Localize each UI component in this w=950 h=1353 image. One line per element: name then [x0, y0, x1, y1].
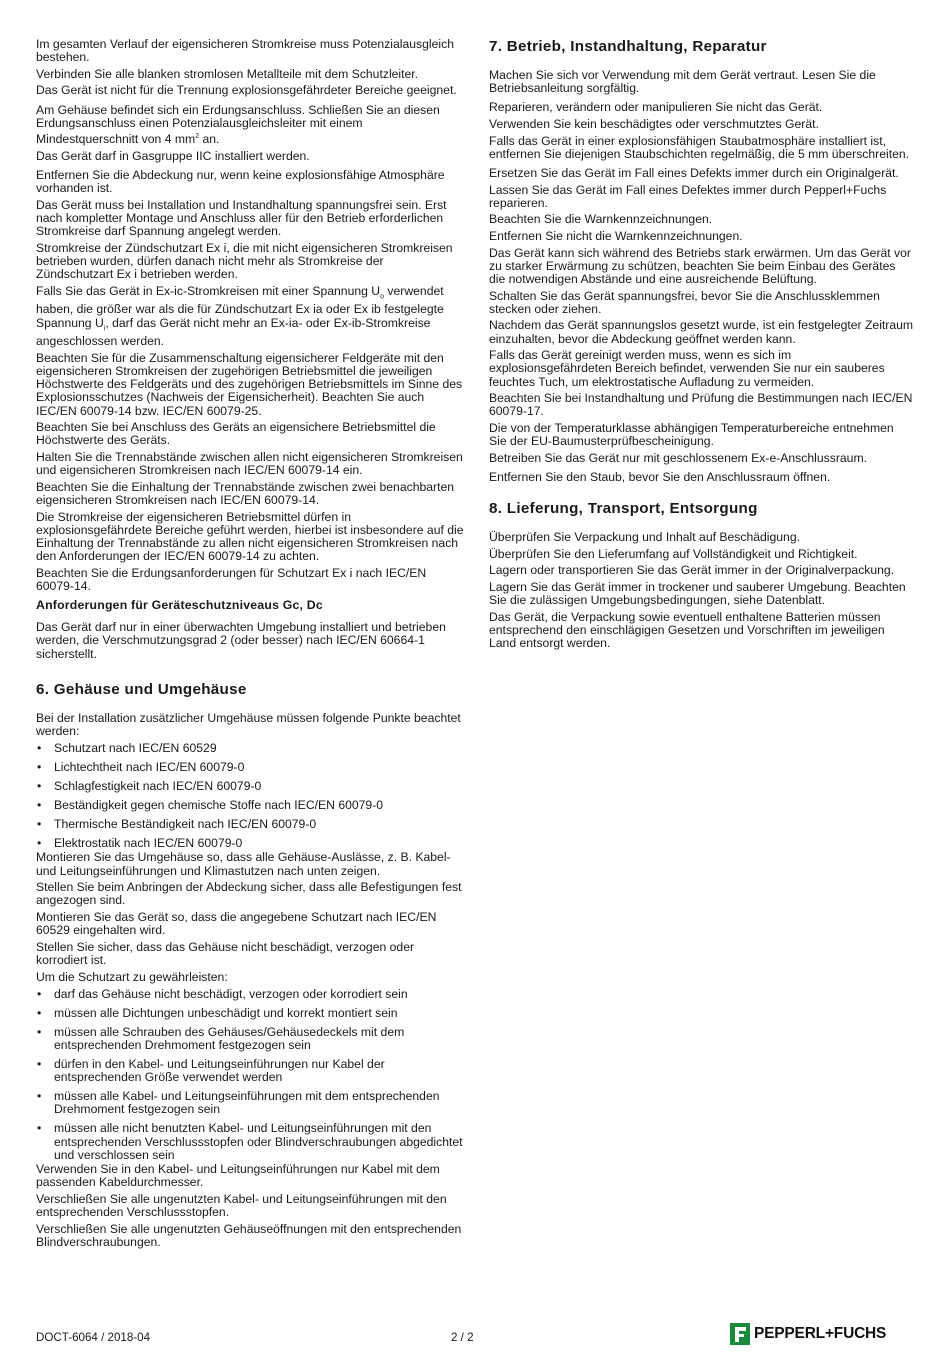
- list-item: • Schlagfestigkeit nach IEC/EN 60079-0: [36, 780, 464, 793]
- paragraph: Das Gerät kann sich während des Betriebs stark erwärmen. Um das Gerät vor zu starker Erwärmung zu schützen, beachten Sie beim Einbau des Gerätes die notwendigen Abstände und eine ausreichende Belüftung.: [489, 245, 911, 286]
- paragraph: Montieren Sie das Gerät so, dass die angegebene Schutzart nach IEC/EN 60529 eingehalten wird.: [36, 909, 437, 938]
- paragraph: Verwenden Sie kein beschädigtes oder verschmutztes Gerät.: [489, 117, 819, 131]
- paragraph-voltage: [36, 285, 464, 349]
- paragraph: Stromkreise der Zündschutzart Ex i, die mit nicht eigensicheren Stromkreisen betrieben wurden, dürfen danach nicht mehr als Stromkreise der Zündschutzart Ex i betrieben werden.: [36, 240, 453, 282]
- paragraph: Beachten Sie für die Zusammenschaltung eigensicherer Feldgeräte mit den eigensicheren Stromkreisen der zugehörigen Betriebsmittel die jeweiligen Höchstwerte des Feldgeräts und des zugehörigen Betriebsmittels im Sinne des Explosionsschutzes (Nachweis der Eigensicherheit). Beachten Sie auch IEC/EN 60079-14 bzw. IEC/EN 60079-25.: [36, 350, 463, 418]
- paragraph: Verschließen Sie alle ungenutzten Kabel- und Leitungseinführungen mit den entsprechenden Verschlussstopfen.: [36, 1191, 447, 1219]
- paragraph: Nachdem das Gerät spannungslos gesetzt wurde, ist ein festgelegter Zeitraum einzuhalten, bevor die Abdeckung geöffnet werden kann.: [489, 318, 914, 346]
- superscript: 2: [195, 133, 200, 140]
- section-heading-8: 8. Lieferung, Transport, Entsorgung: [489, 500, 758, 518]
- list-item: • müssen alle Kabel- und Leitungseinführungen mit dem entsprechenden Drehmoment festgezogen sein: [36, 1090, 464, 1116]
- paragraph: Beachten Sie die Warnkennzeichnungen.: [489, 212, 713, 227]
- list-item: • Beständigkeit gegen chemische Stoffe nach IEC/EN 60079-0: [36, 799, 464, 812]
- paragraph: Falls das Gerät in einer explosionsfähigen Staubatmosphäre installiert ist, entfernen Sie diejenigen Staubschichten regelmäßig, die 5 mm überschreiten.: [489, 133, 910, 161]
- subheading-gc-dc: Anforderungen für Geräteschutzniveaus Gc, Dc: [36, 598, 323, 613]
- list-item: • müssen alle Schrauben des Gehäuses/Gehäusedeckels mit dem entsprechenden Drehmoment festgezogen sein: [36, 1026, 464, 1052]
- paragraph: Entfernen Sie nicht die Warnkennzeichnungen.: [489, 228, 743, 243]
- paragraph: Die von der Temperaturklasse abhängigen Temperaturbereiche entnehmen Sie der EU-Baumusterprüfbescheinigung.: [489, 420, 894, 449]
- paragraph: Montieren Sie das Umgehäuse so, dass alle Gehäuse-Auslässe, z. B. Kabel- und Leitungseinführungen und Klimastutzen nach unten zeigen.: [36, 850, 451, 878]
- paragraph: Beachten Sie bei Instandhaltung und Prüfung die Bestimmungen nach IEC/EN 60079-17.: [489, 391, 913, 419]
- paragraph: Stellen Sie sicher, dass das Gehäuse nicht beschädigt, verzogen oder korrodiert ist.: [36, 939, 415, 967]
- paragraph: Die Stromkreise der eigensicheren Betriebsmittel dürfen in explosionsgefährdete Bereiche geführt werden, hierbei ist insbesondere auf die Einhaltung der Trennabstände zu allen nicht eigensicheren Stromkreisen nach den Anforderungen der IEC/EN 60079-14 zu achten.: [36, 509, 464, 564]
- text: , darf das Gerät nicht mehr an Ex-ia- oder Ex-ib-Stromkreise angeschlossen werden.: [36, 315, 431, 349]
- bullet-list-enclosure: [36, 742, 464, 850]
- paragraph: Reparieren, verändern oder manipulieren Sie nicht das Gerät.: [489, 100, 823, 115]
- section-heading-6: 6. Gehäuse und Umgehäuse: [36, 680, 247, 698]
- paragraph: Das Gerät darf nur in einer überwachten Umgebung installiert und betrieben werden, die Verschmutzungsgrad 2 (oder besser) nach IEC/EN 60664-1 sicherstellt.: [36, 620, 446, 661]
- paragraph: Lagern oder transportieren Sie das Gerät immer in der Originalverpackung.: [489, 563, 895, 578]
- text: Falls Sie das Gerät in Ex-ic-Stromkreisen mit einer Spannung U: [36, 283, 381, 298]
- list-item: • Lichtechtheit nach IEC/EN 60079-0: [36, 761, 464, 774]
- paragraph: Entfernen Sie den Staub, bevor Sie den Anschlussraum öffnen.: [489, 469, 831, 484]
- paragraph: Verschließen Sie alle ungenutzten Gehäuseöffnungen mit den entsprechenden Blindverschraubungen.: [36, 1221, 462, 1249]
- paragraph: Lassen Sie das Gerät im Fall eines Defektes immer durch Pepperl+Fuchs reparieren.: [489, 182, 887, 210]
- right-column: [489, 38, 914, 654]
- paragraph: Machen Sie sich vor Verwendung mit dem Gerät vertraut. Lesen Sie die Betriebsanleitung sorgfältig.: [489, 68, 876, 96]
- paragraph: Verwenden Sie in den Kabel- und Leitungseinführungen nur Kabel mit dem passenden Kabeldurchmesser.: [36, 1161, 440, 1190]
- text: verwendet haben, die größer war als die für Zündschutzart Ex ia oder Ex ib festgelegte Spannung U: [36, 283, 444, 330]
- paragraph: Verbinden Sie alle blanken stromlosen Metallteile mit dem Schutzleiter.: [36, 66, 419, 81]
- list-item: • müssen alle nicht benutzten Kabel- und Leitungseinführungen mit den entsprechenden Verschlussstopfen oder Blindverschraubungen abgedichtet und verschlossen sein: [36, 1122, 464, 1162]
- paragraph: Das Gerät, die Verpackung sowie eventuell enthaltene Batterien müssen entsprechend den einschlägigen Gesetzen und Vorschriften im jeweiligen Land entsorgt werden.: [489, 609, 885, 651]
- subscript: o: [380, 293, 385, 301]
- paragraph: Überprüfen Sie Verpackung und Inhalt auf Beschädigung.: [489, 530, 801, 545]
- paragraph: Beachten Sie die Erdungsanforderungen für Schutzart Ex i nach IEC/EN 60079-14.: [36, 565, 427, 593]
- paragraph: Schalten Sie das Gerät spannungsfrei, bevor Sie die Anschlussklemmen stecken oder ziehen.: [489, 288, 880, 316]
- list-item: • müssen alle Dichtungen unbeschädigt und korrekt montiert sein: [36, 1007, 464, 1020]
- paragraph: Falls das Gerät gereinigt werden muss, wenn es sich im explosionsgefährdeten Bereich befindet, verwenden Sie nur ein sauberes feuchtes Tuch, um elektrostatische Aufladung zu vermeiden.: [489, 348, 885, 389]
- paragraph: Überprüfen Sie den Lieferumfang auf Vollständigkeit und Richtigkeit.: [489, 546, 858, 561]
- left-column: [36, 38, 464, 1252]
- paragraph: Beachten Sie bei Anschluss des Geräts an eigensichere Betriebsmittel die Höchstwerte des Geräts.: [36, 420, 436, 448]
- paragraph: Um die Schutzart zu gewährleisten:: [36, 969, 228, 984]
- paragraph-grounding: [36, 104, 464, 147]
- paragraph: Lagern Sie das Gerät immer in trockener und sauberer Umgebung. Beachten Sie die zulässigen Umgebungsbedingungen, siehe Datenblatt.: [489, 579, 906, 608]
- logo-mark-icon: [730, 1323, 750, 1345]
- paragraph: Im gesamten Verlauf der eigensicheren Stromkreise muss Potenzialausgleich bestehen.: [36, 37, 454, 65]
- list-item: • darf das Gehäuse nicht beschädigt, verzogen oder korrodiert sein: [36, 988, 464, 1001]
- list-item: • dürfen in den Kabel- und Leitungseinführungen nur Kabel der entsprechenden Größe verwendet werden: [36, 1058, 464, 1084]
- logo-wordmark: PEPPERL+FUCHS: [754, 1325, 887, 1342]
- section-heading-7: 7. Betrieb, Instandhaltung, Reparatur: [489, 38, 767, 55]
- subscript: i: [103, 324, 106, 332]
- paragraph: Halten Sie die Trennabstände zwischen allen nicht eigensicheren Stromkreisen und eigensicheren Stromkreisen nach IEC/EN 60079-14 ein.: [36, 449, 463, 478]
- paragraph: Das Gerät ist nicht für die Trennung explosionsgefährdeter Bereiche geeignet.: [36, 83, 457, 98]
- paragraph: Ersetzen Sie das Gerät im Fall eines Defekts immer durch ein Originalgerät.: [489, 166, 899, 180]
- text: an.: [199, 132, 220, 147]
- page-number: 2 / 2: [451, 1331, 474, 1344]
- list-item: • Thermische Beständigkeit nach IEC/EN 60079-0: [36, 818, 464, 831]
- paragraph: Das Gerät muss bei Installation und Instandhaltung spannungsfrei sein. Erst nach kompletter Montage und Anschluss aller für den Betrieb erforderlichen Stromkreise darf Spannung angelegt werden.: [36, 197, 447, 239]
- bullet-list-protection: [36, 988, 464, 1162]
- paragraph: Entfernen Sie die Abdeckung nur, wenn keine explosionsfähige Atmosphäre vorhanden ist.: [36, 167, 445, 196]
- paragraph: Betreiben Sie das Gerät nur mit geschlossenem Ex-e-Anschlussraum.: [489, 450, 867, 465]
- paragraph: Stellen Sie beim Anbringen der Abdeckung sicher, dass alle Befestigungen fest angezogen sind.: [36, 880, 462, 908]
- list-item: • Elektrostatik nach IEC/EN 60079-0: [36, 837, 464, 850]
- document-id: DOCT-6064 / 2018-04: [36, 1331, 151, 1344]
- paragraph: Bei der Installation zusätzlicher Umgehäuse müssen folgende Punkte beachtet werden:: [36, 710, 461, 738]
- text: Am Gehäuse befindet sich ein Erdungsanschluss. Schließen Sie an diesen Erdungsanschluss einen Potenzialausgleichsleiter mit einem Mindestquerschnitt von 4 mm: [36, 102, 440, 147]
- paragraph: Das Gerät darf in Gasgruppe IIC installiert werden.: [36, 148, 310, 163]
- paragraph: Beachten Sie die Einhaltung der Trennabstände zwischen zwei benachbarten eigensicheren Stromkreisen nach IEC/EN 60079-14.: [36, 479, 455, 507]
- list-item: • Schutzart nach IEC/EN 60529: [36, 742, 464, 755]
- brand-logo: [730, 1323, 886, 1345]
